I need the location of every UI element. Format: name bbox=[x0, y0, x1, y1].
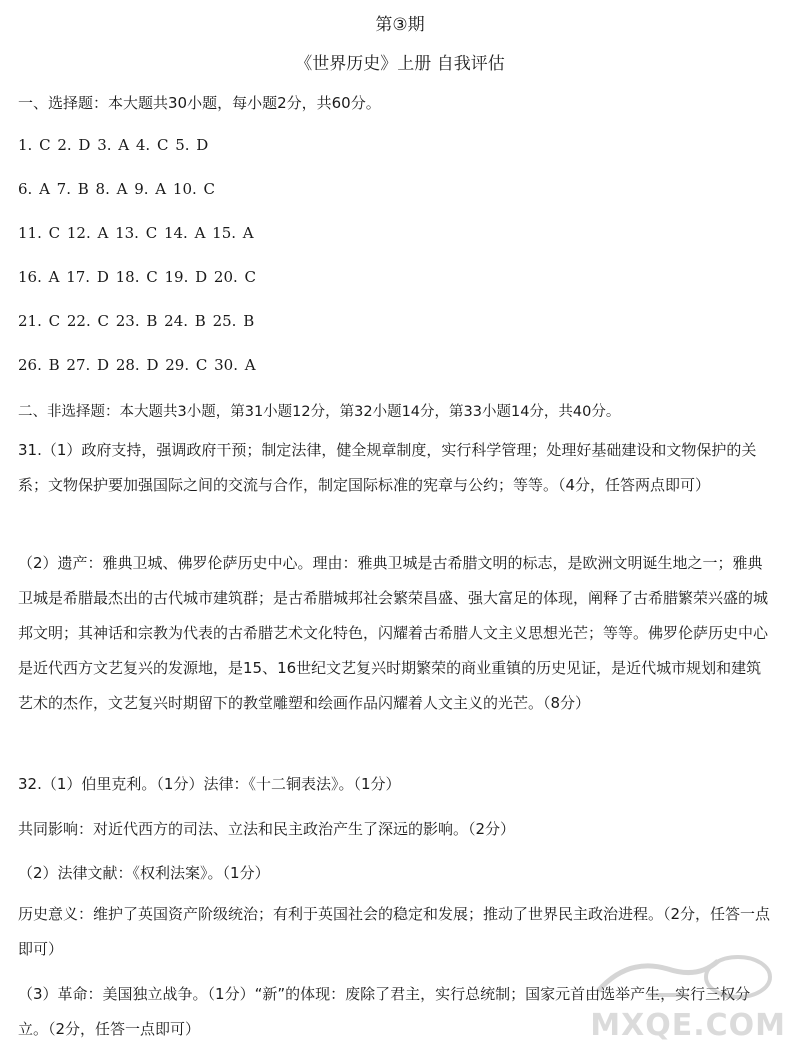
q32-part2-answer: （2）法律文献：《权利法案》。（1分） bbox=[18, 864, 270, 882]
page-title: 《世界历史》上册 自我评估 bbox=[295, 54, 505, 74]
answer-row-2: 6. A 7. B 8. A 9. A 10. C bbox=[18, 180, 216, 198]
q31-part1-answer: 31.（1）政府支持，强调政府干预；制定法律，健全规章制度，实行科学管理；处理好基础建设和文物保护的关系；文物保护要加强国际之间的交流与合作，制定国际标准的宪章与公约；等等。（4分，任答两点即可） bbox=[18, 441, 757, 494]
q32-historical-significance: 历史意义：维护了英国资产阶级统治；有利于英国社会的稳定和发展；推动了世界民主政治进程。（2分，任答一点即可） bbox=[18, 905, 771, 958]
answer-row-4: 16. A 17. D 18. C 19. D 20. C bbox=[18, 268, 257, 286]
q31-part2-answer: （2）遗产：雅典卫城、佛罗伦萨历史中心。理由：雅典卫城是古希腊文明的标志，是欧洲文明诞生地之一；雅典卫城是希腊最杰出的古代城市建筑群；是古希腊城邦社会繁荣昌盛、强大富足的体现，阐释了古希腊繁荣兴盛的城邦文明；其神话和宗教为代表的古希腊艺术文化特色，闪耀着古希腊人文主义思想光芒；等等。佛罗伦萨历史中心是近代西方文艺复兴的发源地，是15、16世纪文艺复兴时期繁荣的商业重镇的历史见证，是近代城市规划和建筑艺术的杰作，文艺复兴时期留下的教堂雕塑和绘画作品闪耀着人文主义的光芒。（8分） bbox=[18, 554, 769, 712]
q32-part1-answer: 32.（1）伯里克利。（1分）法律：《十二铜表法》。（1分） bbox=[18, 775, 401, 793]
section1-heading: 一、选择题：本大题共30小题，每小题2分，共60分。 bbox=[18, 94, 381, 112]
watermark-text: MXQE.COM bbox=[590, 1008, 786, 1043]
answer-row-1: 1. C 2. D 3. A 4. C 5. D bbox=[18, 136, 209, 154]
answer-row-3: 11. C 12. A 13. C 14. A 15. A bbox=[18, 224, 254, 242]
section2-heading: 二、非选择题：本大题共3小题，第31小题12分，第32小题14分，第33小题14分，共40分。 bbox=[18, 404, 621, 420]
answer-row-5: 21. C 22. C 23. B 24. B 25. B bbox=[18, 312, 255, 330]
q32-part3-answer: （3）革命：美国独立战争。（1分）“新”的体现：废除了君主，实行总统制；国家元首由选举产生，实行三权分立。（2分，任答一点即可） bbox=[18, 985, 751, 1038]
issue-number: 第③期 bbox=[375, 15, 425, 35]
q32-common-impact: 共同影响：对近代西方的司法、立法和民主政治产生了深远的影响。（2分） bbox=[18, 820, 516, 838]
answer-row-6: 26. B 27. D 28. D 29. C 30. A bbox=[18, 356, 256, 374]
